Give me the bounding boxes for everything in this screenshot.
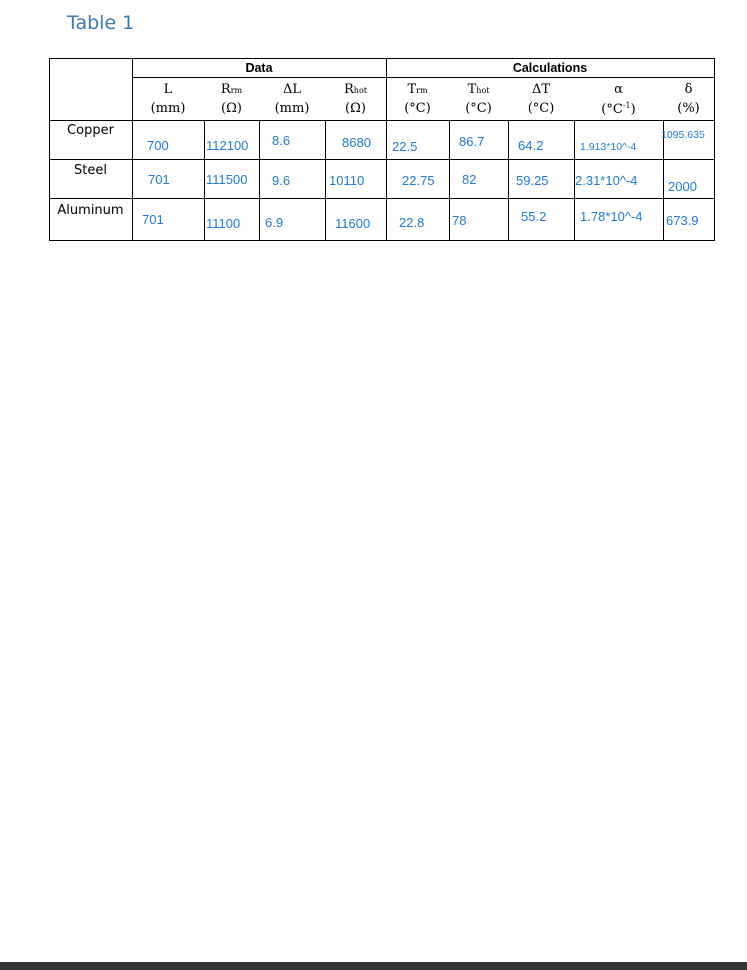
table-rule (508, 120, 509, 241)
table-cell: 112100 (206, 138, 249, 153)
table-cell: 673.9 (666, 213, 699, 228)
row-label-steel: Steel (74, 163, 107, 178)
table-rule (714, 58, 715, 241)
group-header-calculations: Calculations (512, 61, 588, 75)
col-header-temp-room: Trm (407, 82, 428, 97)
table-rule (325, 120, 326, 241)
col-header-delta: δ (684, 82, 693, 97)
table-cell: 64.2 (518, 138, 544, 153)
table-rule (204, 120, 205, 241)
col-header-delta-temp: ΔT (531, 82, 551, 97)
table-cell: 59.25 (516, 173, 549, 188)
table-cell: 78 (452, 213, 467, 228)
col-unit: (mm) (274, 101, 310, 116)
table-rule (49, 198, 715, 199)
table-cell: 6.9 (265, 215, 284, 230)
table-rule (132, 77, 715, 78)
col-header-temp-hot: Thot (467, 82, 490, 97)
table-cell: 111500 (206, 172, 248, 187)
table-rule (259, 120, 260, 241)
col-header-alpha: α (614, 82, 623, 97)
row-label-aluminum: Aluminum (57, 203, 124, 218)
table-cell: 1095.635 (661, 129, 705, 141)
table-cell: 701 (142, 212, 164, 227)
table-cell: 10110 (329, 173, 365, 188)
col-unit: (°C) (404, 101, 431, 116)
row-label-copper: Copper (67, 123, 114, 138)
table-rule (49, 159, 715, 160)
table-cell: 701 (148, 172, 170, 187)
col-header-length: L (163, 82, 173, 97)
col-header-resistance-room: Rrm (220, 82, 243, 97)
results-table (49, 58, 715, 241)
group-header-data: Data (245, 61, 273, 75)
col-unit: (°C) (527, 101, 555, 116)
table-cell: 22.8 (399, 215, 425, 230)
table-cell: 9.6 (272, 173, 291, 188)
col-unit: (°C) (465, 101, 492, 116)
table-rule (49, 240, 715, 241)
col-header-delta-length: ΔL (282, 82, 302, 97)
table-cell: 55.2 (521, 209, 547, 224)
col-unit: (%) (677, 101, 700, 116)
col-unit: (Ω) (221, 101, 242, 116)
col-unit: $(^\circ C^{-1})$ (601, 101, 636, 117)
table-cell: 8680 (342, 135, 371, 150)
table-cell: 1.913*10^-4 (580, 141, 637, 153)
table-cell: 22.75 (402, 173, 435, 188)
table-cell: 22.5 (392, 139, 418, 154)
table-cell: 2.31*10^-4 (575, 173, 638, 188)
table-cell: 86.7 (459, 134, 485, 149)
col-unit: (Ω) (345, 101, 366, 116)
col-header-resistance-hot: Rhot (344, 82, 367, 97)
table-cell: 82 (462, 172, 477, 187)
table-cell: 1.78*10^-4 (580, 209, 643, 224)
table-cell: 8.6 (272, 133, 291, 148)
table-cell: 11600 (335, 216, 371, 231)
col-unit: (mm) (150, 101, 186, 116)
table-cell: 700 (147, 138, 169, 153)
table-rule (49, 58, 715, 59)
table-cell: 11100 (206, 216, 241, 231)
table-title: Table 1 (67, 12, 135, 34)
table-rule (49, 120, 715, 121)
window-bottom-bar (0, 962, 747, 970)
table-rule (449, 120, 450, 241)
table-cell: 2000 (668, 179, 697, 194)
